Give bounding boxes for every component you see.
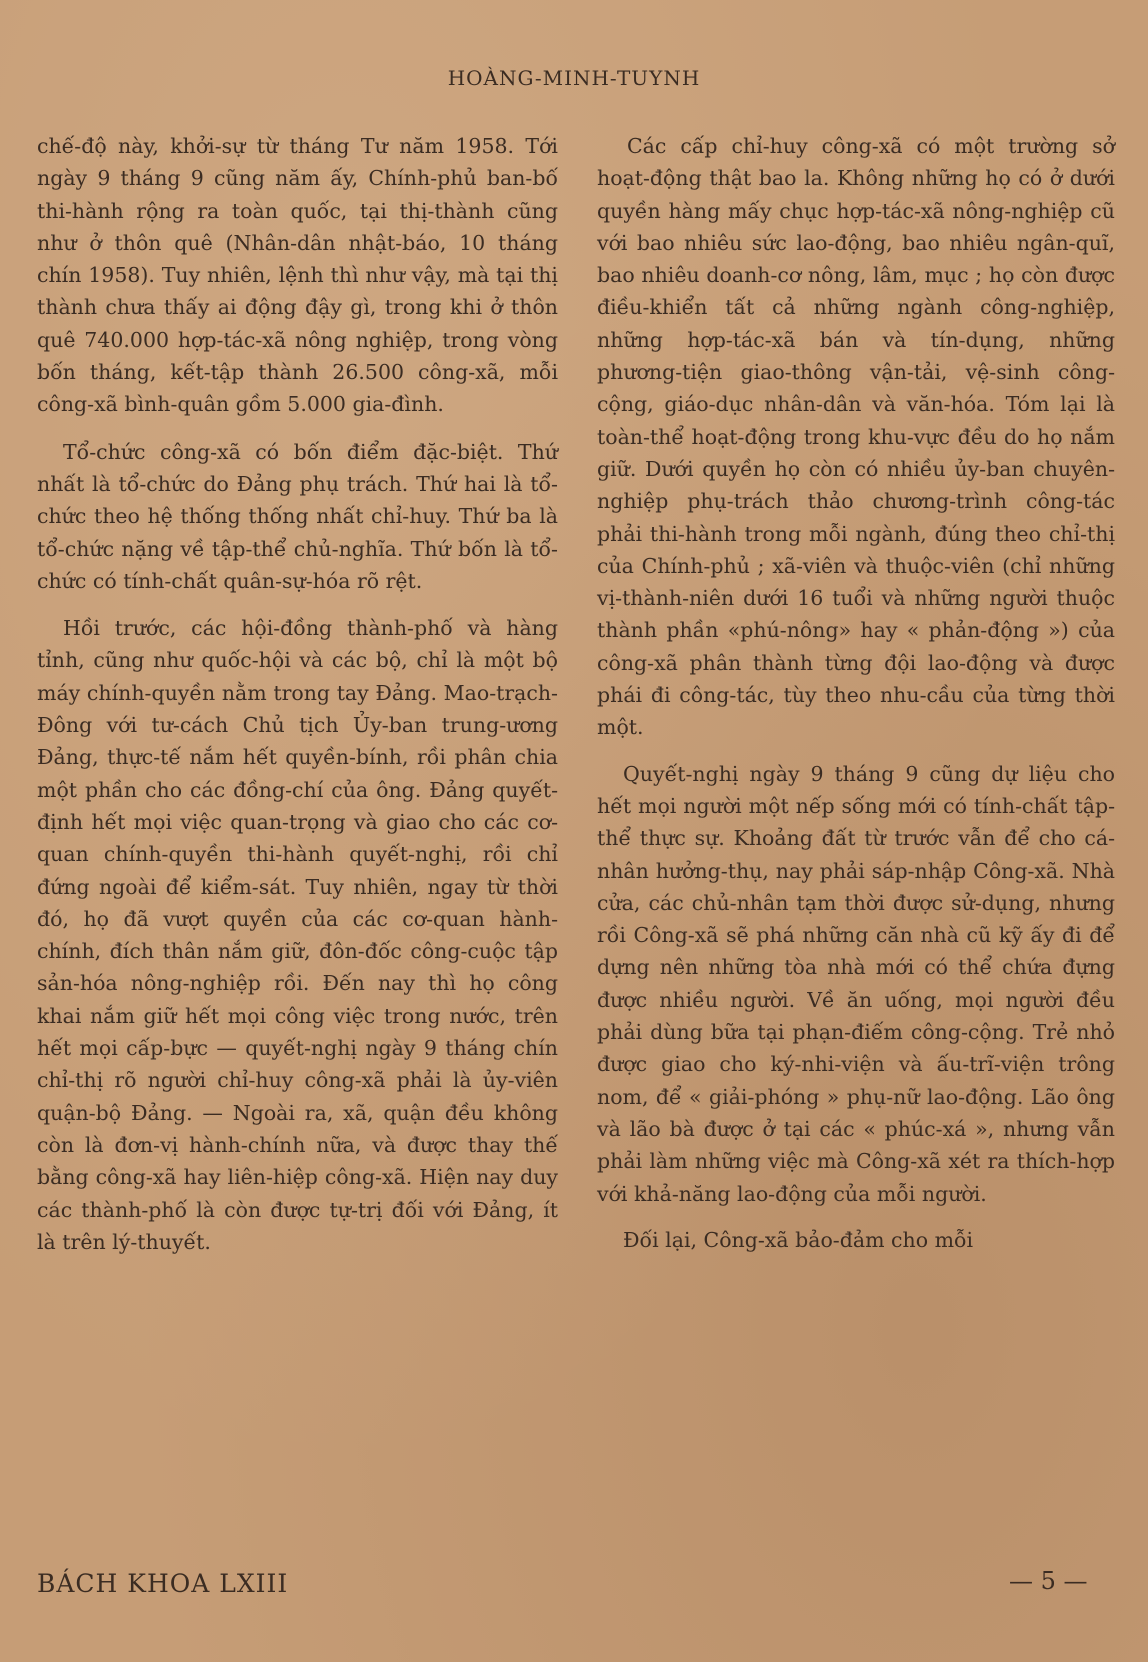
running-header: HOÀNG-MINH-TUYNH bbox=[447, 66, 701, 90]
paragraph: Quyết-nghị ngày 9 tháng 9 cũng dự liệu cho hết mọi người một nếp sống mới có tính-chất tập-thể thực sự. Khoảng đất từ trước vẫn để cho cá-nhân hưởng-thụ, nay phải sáp-nhập Công-xã. Nhà cửa, các chủ-nhân tạm thời được sử-dụng, nhưng rồi Công-xã sẽ phá những căn nhà cũ kỹ ấy đi để dựng nên những tòa nhà mới có thể chứa đựng được nhiều người. Về ăn uống, mọi người đều phải dùng bữa tại phạn-điếm công-cộng. Trẻ nhỏ được giao cho ký-nhi-viện và ấu-trĩ-viện trông nom, để « giải-phóng » phụ-nữ lao-động. Lão ông và lão bà được ở tại các « phúc-xá », nhưng vẫn phải làm những việc mà Công-xã xét ra thích-hợp với khả-năng lao-động của mỗi người. bbox=[597, 761, 1115, 1206]
magazine-footer: BÁCH KHOA LXIII bbox=[37, 1569, 289, 1598]
paragraph: Hồi trước, các hội-đồng thành-phố và hàng tỉnh, cũng như quốc-hội và các bộ, chỉ là một bộ máy chính-quyền nằm trong tay Đảng. Mao-trạch-Đông với tư-cách Chủ tịch Ủy-ban trung-ương Đảng, thực-tế nắm hết quyền-bính, rồi phân chia một phần cho các đồng-chí của ông. Đảng quyết-định hết mọi việc quan-trọng và giao cho các cơ-quan chính-quyền thi-hành quyết-nghị, rồi chỉ đứng ngoài để kiểm-sát. Tuy nhiên, ngay từ thời đó, họ đã vượt quyền của các cơ-quan hành-chính, đích thân nắm giữ, đôn-đốc công-cuộc tập sản-hóa nông-nghiệp rồi. Đến nay thì họ công khai nắm giữ hết mọi công việc trong nước, trên hết mọi cấp-bực — quyết-nghị ngày 9 tháng chín chỉ-thị rõ người chỉ-huy công-xã phải là ủy-viên quận-bộ Đảng. — Ngoài ra, xã, quận đều không còn là đơn-vị hành-chính nữa, và được thay thế bằng công-xã hay liên-hiệp công-xã. Hiện nay duy các thành-phố là còn được tự-trị đối với Đảng, ít là trên lý-thuyết. bbox=[37, 616, 558, 1254]
paragraph: Các cấp chỉ-huy công-xã có một trường sở hoạt-động thật bao la. Không những họ có ở dưới quyền hàng mấy chục hợp-tác-xã nông-nghiệp cũ với bao nhiêu sức lao-động, bao nhiêu ngân-quĩ, bao nhiêu doanh-cơ nông, lâm, mục ; họ còn được điều-khiển tất cả những ngành công-nghiệp, những hợp-tác-xã bán và tín-dụng, những phương-tiện giao-thông vận-tải, vệ-sinh công-cộng, giáo-dục nhân-dân và văn-hóa. Tóm lại là toàn-thể hoạt-động trong khu-vực đều do họ nắm giữ. Dưới quyền họ còn có nhiều ủy-ban chuyên-nghiệp phụ-trách thảo chương-trình công-tác phải thi-hành trong mỗi ngành, đúng theo chỉ-thị của Chính-phủ ; xã-viên và thuộc-viên (chỉ những vị-thành-niên dưới 16 tuổi và những người thuộc thành phần «phú-nông» hay « phản-động ») của công-xã phân thành từng đội lao-động và được phái đi công-tác, tùy theo nhu-cầu của từng thời một. bbox=[597, 134, 1115, 740]
left-column bbox=[37, 130, 558, 1273]
right-column bbox=[597, 130, 1115, 1270]
page-number: — 5 — bbox=[1009, 1567, 1088, 1595]
paragraph: Tổ-chức công-xã có bốn điểm đặc-biệt. Thứ nhất là tổ-chức do Đảng phụ trách. Thứ hai là tổ-chức theo hệ thống thống nhất chỉ-huy. Thứ ba là tổ-chức nặng về tập-thể chủ-nghĩa. Thứ bốn là tổ-chức có tính-chất quân-sự-hóa rõ rệt. bbox=[37, 439, 558, 593]
paragraph: chế-độ này, khởi-sự từ tháng Tư năm 1958. Tới ngày 9 tháng 9 cũng năm ấy, Chính-phủ ban-bố thi-hành rộng ra toàn quốc, tại thị-thành cũng như ở thôn quê (Nhân-dân nhật-báo, 10 tháng chín 1958). Tuy nhiên, lệnh thì như vậy, mà tại thị thành chưa thấy ai động đậy gì, trong khi ở thôn quê 740.000 hợp-tác-xã nông nghiệp, trong vòng bốn tháng, kết-tập thành 26.500 công-xã, mỗi công-xã bình-quân gồm 5.000 gia-đình. bbox=[37, 134, 558, 417]
paragraph: Đối lại, Công-xã bảo-đảm cho mỗi bbox=[623, 1227, 974, 1252]
